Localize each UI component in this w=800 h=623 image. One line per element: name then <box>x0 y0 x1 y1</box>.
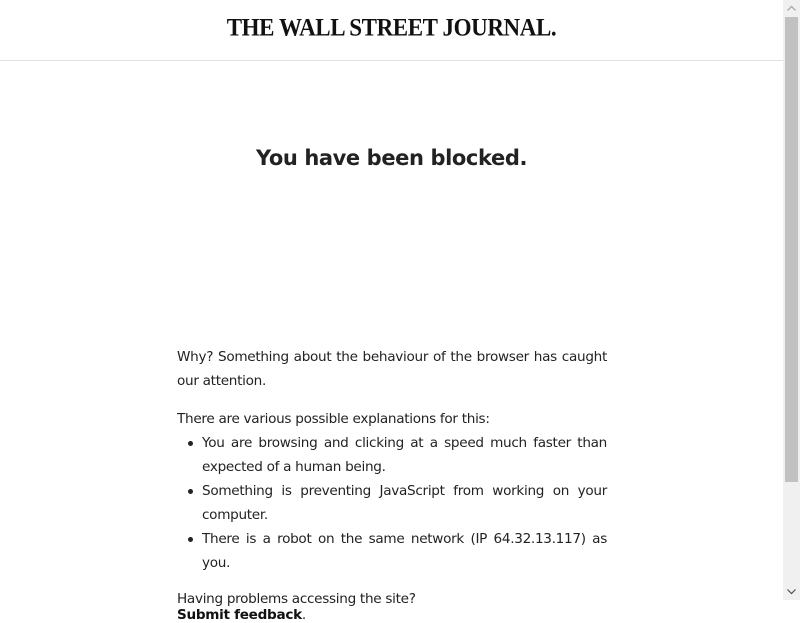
explanation-item-javascript: Something is preventing JavaScript from working on your computer. <box>202 479 607 527</box>
explanations-list <box>177 431 607 575</box>
problems-text: Having problems accessing the site? <box>177 591 416 607</box>
why-text: Why? Something about the behaviour of the browser has caught our attention. <box>177 349 607 389</box>
chevron-down-icon[interactable] <box>783 583 800 600</box>
site-header <box>0 0 783 61</box>
block-explanation <box>177 345 607 623</box>
explanations-intro: There are various possible explanations for this: <box>177 411 490 427</box>
page-title: You have been blocked. <box>255 146 528 170</box>
chevron-up-icon[interactable] <box>783 0 800 17</box>
scrollbar-thumb[interactable] <box>785 17 798 482</box>
vertical-scrollbar[interactable] <box>783 0 800 600</box>
feedback-suffix: . <box>301 607 306 623</box>
submit-feedback-link[interactable]: Submit feedback <box>177 607 302 623</box>
feedback-line <box>177 607 607 623</box>
wsj-logo[interactable]: THE WALL STREET JOURNAL. <box>226 14 557 42</box>
explanation-item-robot: There is a robot on the same network (IP 64.32.13.117) as you. <box>202 527 607 575</box>
explanation-item-speed: You are browsing and clicking at a speed much faster than expected of a human being. <box>202 431 607 479</box>
